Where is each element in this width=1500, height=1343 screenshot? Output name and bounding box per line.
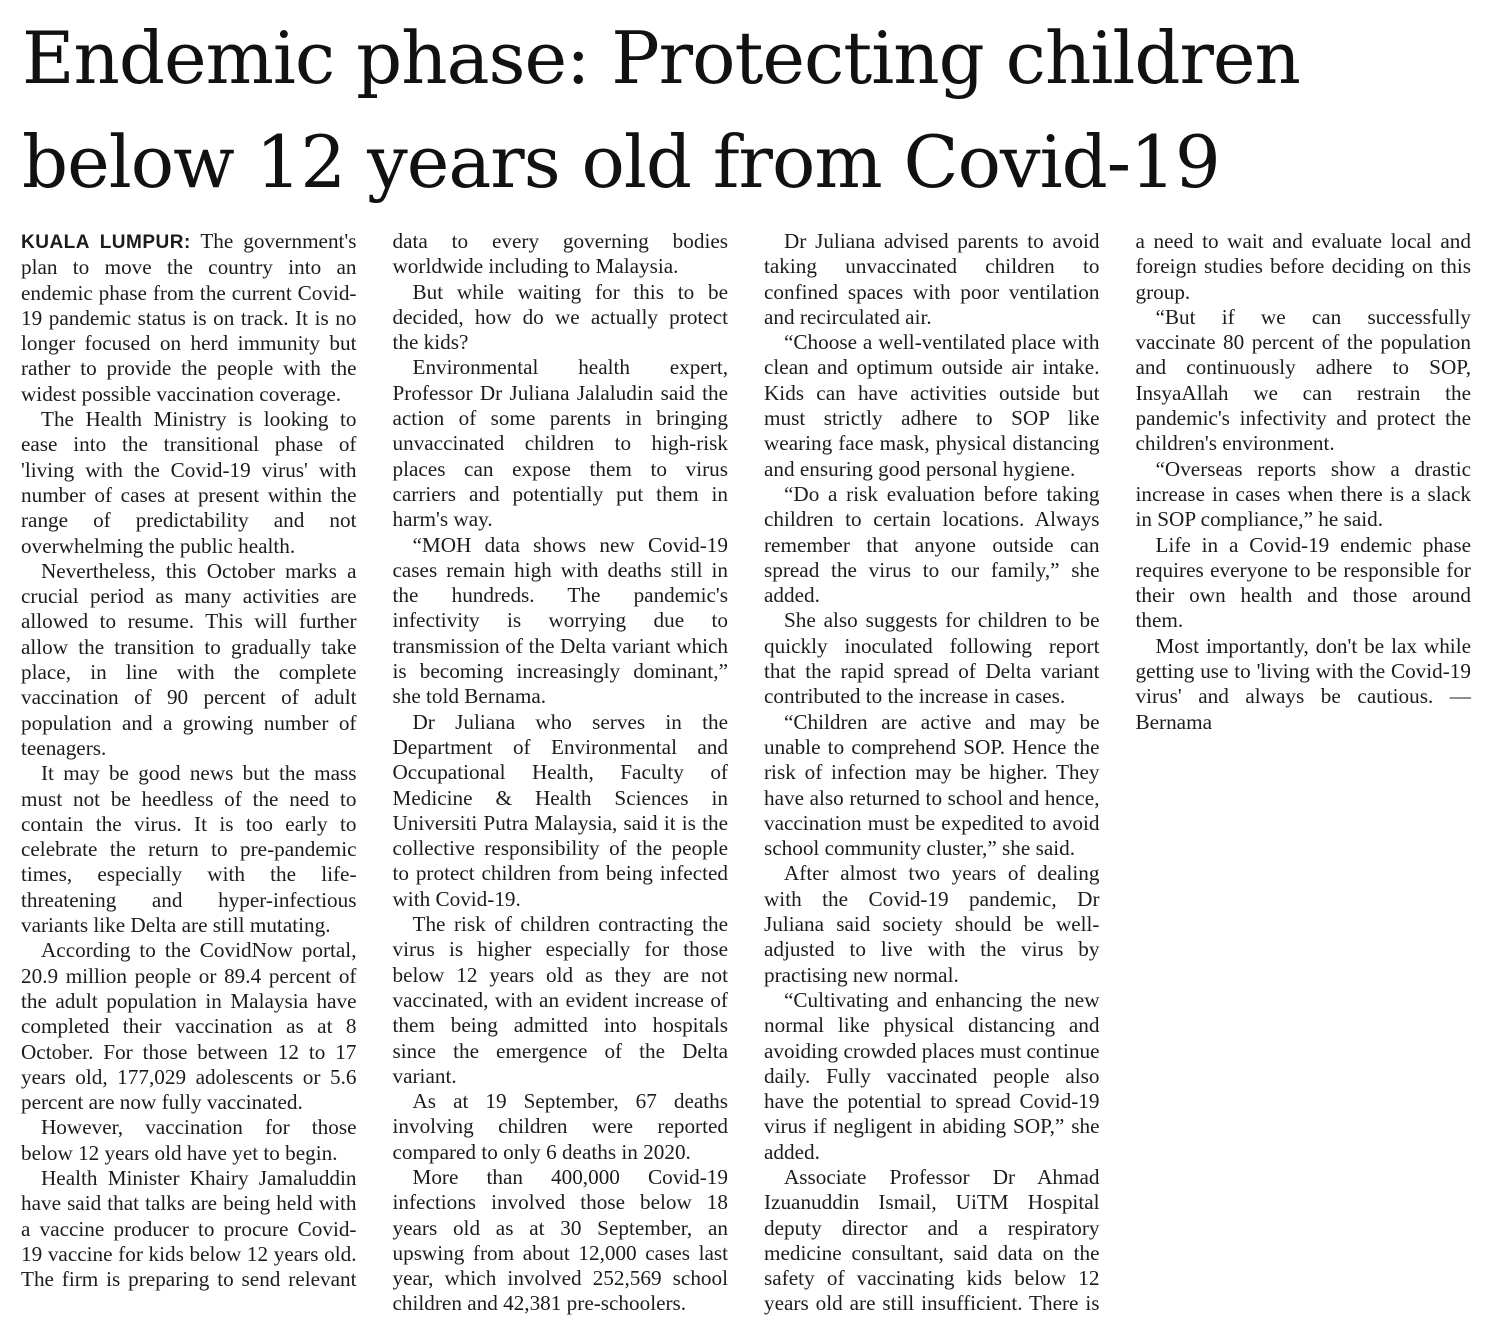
paragraph-text: The government's plan to move the country into an endemic phase from the current Covid-19 pandemic status is on track. It is no longer focused on herd immunity but rather to provide the people with the widest possible vaccination coverage. <box>21 229 357 406</box>
article-paragraph: Dr Juliana advised parents to avoid taking unvaccinated children to confined spaces with poor ventilation and recirculated air. <box>764 229 1100 329</box>
article-paragraph: “But if we can successfully vaccinate 80 percent of the population and continuously adhere to SOP, InsyaAllah we can restrain the pandemic's infectivity and protect the children's environment. <box>1135 304 1471 456</box>
article-paragraph: “Cultivating and enhancing the new normal like physical distancing and avoiding crowded places must continue daily. Fully vaccinated people also have the potential to spread Covid-19 virus if negligent in abiding SOP,” she added. <box>764 987 1100 1164</box>
article-paragraph: However, vaccination for those below 12 years old have yet to begin. <box>21 1115 357 1165</box>
article-paragraph: “MOH data shows new Covid-19 cases remain high with deaths still in the hundreds. The pandemic's infectivity is worrying due to transmission of the Delta variant which is becoming increasingly dominant,” she told Bernama. <box>392 532 728 709</box>
article-paragraph: According to the CovidNow portal, 20.9 million people or 89.4 percent of the adult population in Malaysia have completed their vaccination as at 8 October. For those between 12 to 17 years old, 177,029 adolescents or 5.6 percent are now fully vaccinated. <box>21 938 357 1115</box>
article-paragraph: Environmental health expert, Professor Dr Juliana Jalaludin said the action of some parents in bringing unvaccinated children to high-risk places can expose them to virus carriers and potentially put them in harm's way. <box>392 355 728 532</box>
article-paragraph: She also suggests for children to be quickly inoculated following report that the rapid spread of Delta variant contributed to the increase in cases. <box>764 608 1100 709</box>
article-paragraph: The Health Ministry is looking to ease into the transitional phase of 'living with the Covid-19 virus' with number of cases at present within the range of predictability and not overwhelming the public health. <box>21 407 357 558</box>
article-paragraph: “Children are active and may be unable to comprehend SOP. Hence the risk of infection may be higher. They have also returned to school and hence, vaccination must be expedited to avoid school community cluster,” she said. <box>764 709 1100 861</box>
article-paragraph: After almost two years of dealing with the Covid-19 pandemic, Dr Juliana said society should be well-adjusted to live with the virus by practising new normal. <box>764 861 1100 987</box>
article-paragraph: Dr Juliana who serves in the Department of Environmental and Occupational Health, Faculty of Medicine & Health Sciences in Universiti Putra Malaysia, said it is the collective responsibility of the people to protect children from being infected with Covid-19. <box>392 709 728 911</box>
dateline: KUALA LUMPUR: <box>21 232 191 253</box>
article-paragraph: Associate Professor Dr Ahmad Izuanuddin Ismail, UiTM Hospital deputy director and a respiratory medicine consultant, said data on the safety of vaccinating kids below 12 years old are still insufficient. There is a need to wait and evaluate local and foreign studies before deciding on this group. <box>764 229 1471 1316</box>
article-paragraph: Most importantly, don't be lax while getting use to 'living with the Covid-19 virus' and always be cautious. — Bernama <box>1135 633 1471 734</box>
article-paragraph: Life in a Covid-19 endemic phase requires everyone to be responsible for their own health and those around them. <box>1135 532 1471 633</box>
article-paragraph: As at 19 September, 67 deaths involving children were reported compared to only 6 deaths in 2020. <box>392 1089 728 1164</box>
article-paragraph: But while waiting for this to be decided, how do we actually protect the kids? <box>392 279 728 355</box>
article-paragraph: “Do a risk evaluation before taking children to certain locations. Always remember that anyone outside can spread the virus to our family,” she added. <box>764 481 1100 608</box>
article-paragraph: “Overseas reports show a drastic increase in cases when there is a slack in SOP compliance,” he said. <box>1135 456 1471 532</box>
article-paragraph: The risk of children contracting the virus is higher especially for those below 12 years old as they are not vaccinated, with an evident increase of them being admitted into hospitals since the emergence of the Delta variant. <box>392 912 728 1088</box>
article-paragraph: “Choose a well-ventilated place with clean and optimum outside air intake. Kids can have activities outside but must strictly adhere to SOP like wearing face mask, physical distancing and ensuring good personal hygiene. <box>764 330 1100 481</box>
headline: Endemic phase: Protecting children below 12 years old from Covid-19 <box>22 16 1300 204</box>
article-paragraph: More than 400,000 Covid-19 infections involved those below 18 years old as at 30 September, an upswing from about 12,000 cases last year, which involved 252,569 school children and 42,381 pre-schoolers. <box>392 1164 728 1316</box>
article-paragraph: Nevertheless, this October marks a crucial period as many activities are allowed to resume. This will further allow the transition to gradually take place, in line with the complete vaccination of 90 percent of adult population and a growing number of teenagers. <box>21 558 357 760</box>
article-paragraph: It may be good news but the mass must not be heedless of the need to contain the virus. It is too early to celebrate the return to pre-pandemic times, especially with the life-threatening and hyper-infectious variants like Delta are still mutating. <box>21 761 357 938</box>
article-body <box>21 229 1471 1329</box>
article-paragraph <box>21 229 357 407</box>
article-paragraph: Health Minister Khairy Jamaluddin have said that talks are being held with a vaccine producer to procure Covid-19 vaccine for kids below 12 years old. The firm is preparing to send relevant data to every governing bodies worldwide including to Malaysia. <box>21 229 728 1292</box>
